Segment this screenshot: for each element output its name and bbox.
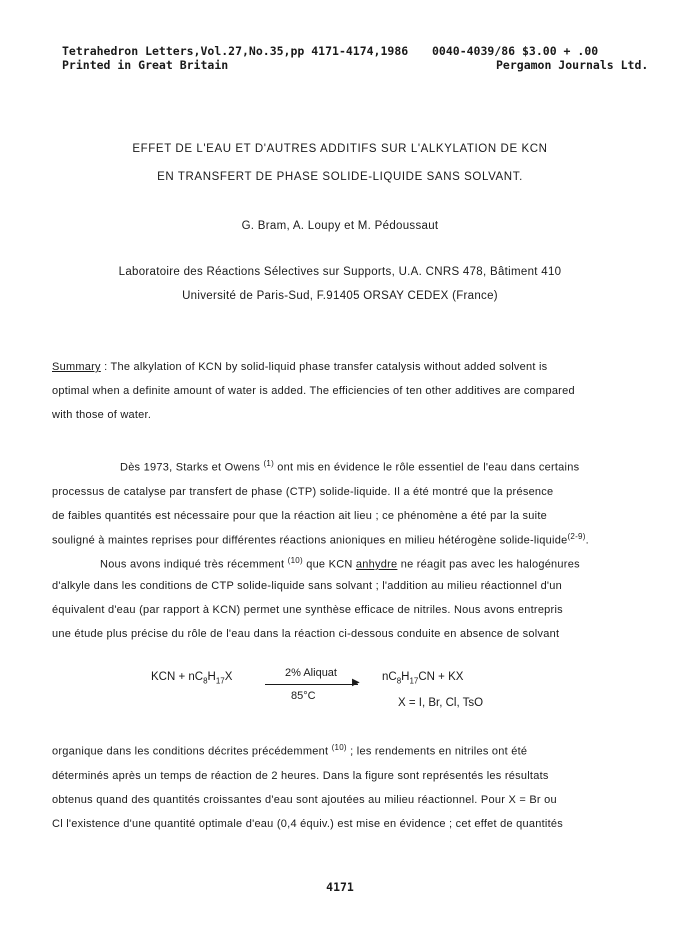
summary-line-3: with those of water. [52, 409, 152, 421]
printed-in: Printed in Great Britain [62, 58, 229, 72]
affiliation-line-1: Laboratoire des Réactions Sélectives sur Supports, U.A. CNRS 478, Bâtiment 410 [118, 266, 562, 278]
citation-ref: (10) [331, 743, 347, 752]
emphasis-anhydre: anhydre [355, 558, 398, 571]
body-line: Dès 1973, Starks et Owens $^{(1)}$ ont mis en évidence le rôle essentiel de l'eau dans certains [120, 459, 580, 474]
arrow-head-icon: ▶ [352, 677, 360, 688]
body-line: souligné à maintes reprises pour différentes réactions anioniques en milieu hétérogène solide-liquide$^{(2-9)}$. [52, 532, 589, 547]
body-line: Cl l'existence d'une quantité optimale d'eau (0,4 équiv.) est mise en évidence ; cet effet de quantités [52, 818, 564, 830]
body-line: Nous avons indiqué très récemment $^{(10)}$ que KCN anhydre ne réagit pas avec les halogénures [100, 556, 580, 571]
body-line: équivalent d'eau (par rapport à KCN) permet une synthèse efficace de nitriles. Nous avons entrepris [52, 604, 563, 616]
body-line: déterminés après un temps de réaction de 2 heures. Dans la figure sont représentés les résultats [52, 770, 549, 782]
summary-label: Summary [52, 361, 101, 373]
reaction-temperature: 85°C [291, 690, 316, 702]
reaction-reactants: KCN + $nC_8H_{17}X$ [151, 671, 233, 686]
summary-line-2: optimal when a definite amount of water is added. The efficiencies of ten other additives are compared [52, 385, 575, 397]
body-line: processus de catalyse par transfert de phase (CTP) solide-liquide. Il a été montré que la présence [52, 486, 554, 498]
paper-title-line-1: EFFET DE L'EAU ET D'AUTRES ADDITIFS SUR L'ALKYLATION DE KCN [132, 143, 548, 155]
publisher: Pergamon Journals Ltd. [496, 58, 649, 72]
body-line: obtenus quand des quantités croissantes d'eau sont ajoutées au milieu réactionnel. Pour X = Br ou [52, 794, 557, 806]
body-line: une étude plus précise du rôle de l'eau dans la réaction ci-dessous conduite en absence de solvant [52, 628, 560, 640]
paper-title-line-2: EN TRANSFERT DE PHASE SOLIDE-LIQUIDE SANS SOLVANT. [157, 171, 523, 183]
reaction-arrow [265, 684, 358, 685]
reaction-catalyst: 2% Aliquat [285, 667, 337, 679]
body-line: d'alkyle dans les conditions de CTP solide-liquide sans solvant ; l'addition au milieu réactionnel d'un [52, 580, 563, 592]
citation-ref: (10) [287, 556, 303, 565]
page-number: 4171 [326, 880, 354, 894]
price-code: 0040-4039/86 $3.00 + .00 [432, 44, 599, 58]
authors: G. Bram, A. Loupy et M. Pédoussaut [241, 220, 439, 232]
summary-line-1: Summary : The alkylation of KCN by solid-liquid phase transfer catalysis without added solvent is [52, 361, 548, 373]
body-line: de faibles quantités est nécessaire pour que la réaction ait lieu ; ce phénomène a été par la suite [52, 510, 547, 522]
affiliation-line-2: Université de Paris-Sud, F.91405 ORSAY CEDEX (France) [182, 290, 498, 302]
body-line: organique dans les conditions décrites précédemment $^{(10)}$ ; les rendements en nitriles ont été [52, 743, 528, 758]
reaction-x-values: X = I, Br, Cl, TsO [398, 697, 484, 709]
journal-citation: Tetrahedron Letters,Vol.27,No.35,pp 4171-4174,1986 [62, 44, 409, 58]
citation-ref: (2-9) [567, 532, 586, 541]
reaction-products: $nC_8H_{17}CN$ + KX [382, 671, 464, 686]
citation-ref: (1) [263, 459, 274, 468]
